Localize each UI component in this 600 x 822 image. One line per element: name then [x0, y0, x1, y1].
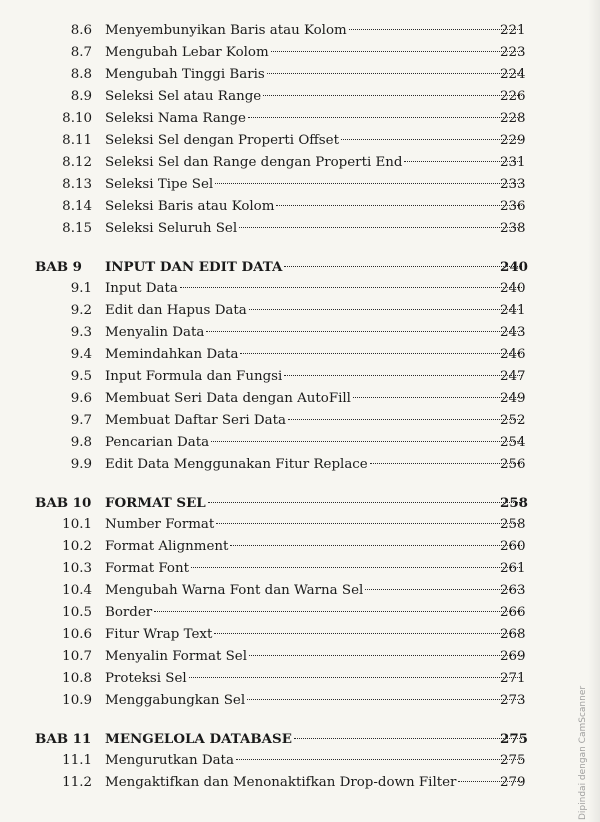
dot-leader: [248, 116, 522, 118]
toc-page-number: 229: [500, 133, 526, 148]
toc-title-with-leader: [105, 668, 524, 690]
toc-entry-row: [0, 196, 600, 218]
toc-number: 9.4: [70, 347, 92, 362]
toc-page-number: 263: [500, 583, 526, 598]
toc-title: Edit dan Hapus Data: [105, 303, 247, 318]
toc-number: 8.6: [70, 23, 92, 38]
toc-title: Mengubah Warna Font dan Warna Sel: [105, 583, 364, 598]
toc-title-with-leader: [105, 690, 524, 712]
toc-number: 8.14: [62, 199, 92, 214]
toc-chapter-row: [0, 728, 600, 750]
toc-title-with-leader: [105, 410, 524, 432]
toc-chapter-row: [0, 256, 600, 278]
toc-title-with-leader: [105, 728, 528, 750]
toc-title: Menyalin Data: [105, 325, 205, 340]
toc-number: 10.9: [62, 693, 92, 708]
toc-title-with-leader: [105, 624, 524, 646]
toc-number: 10.5: [62, 605, 92, 620]
toc-title: Format Font: [105, 561, 189, 576]
toc-title: Seleksi Sel dan Range dengan Properti End: [105, 155, 403, 170]
toc-page-number: 240: [500, 281, 526, 296]
dot-leader: [271, 50, 522, 52]
dot-leader: [284, 265, 522, 267]
toc-number: 11.1: [62, 753, 92, 768]
dot-leader: [341, 138, 522, 140]
toc-title-with-leader: [105, 432, 524, 454]
toc-title-with-leader: [105, 558, 524, 580]
dot-leader: [216, 522, 522, 524]
toc-entry-row: [0, 514, 600, 536]
dot-leader: [215, 182, 522, 184]
toc-entry-row: [0, 344, 600, 366]
toc-entry-row: [0, 64, 600, 86]
toc-number: 10.4: [62, 583, 92, 598]
dot-leader: [189, 676, 522, 678]
toc-title-with-leader: [105, 42, 524, 64]
toc-number: 10.2: [62, 539, 92, 554]
toc-title: Seleksi Tipe Sel: [105, 177, 214, 192]
toc-title-with-leader: [105, 64, 524, 86]
toc-number: 9.6: [70, 391, 92, 406]
toc-title-with-leader: [105, 388, 524, 410]
toc-title-with-leader: [105, 322, 524, 344]
toc-page-number: 275: [500, 731, 528, 747]
toc-entry-row: [0, 454, 600, 476]
toc-number: 8.15: [62, 221, 92, 236]
toc-title-with-leader: [105, 514, 524, 536]
toc-title: Membuat Daftar Seri Data: [105, 413, 286, 428]
dot-leader: [206, 330, 522, 332]
toc-title: Mengaktifkan dan Menonaktifkan Drop-down Filter: [105, 775, 457, 790]
toc-page-number: 258: [500, 517, 526, 532]
toc-title: Input Formula dan Fungsi: [105, 369, 283, 384]
toc-title-with-leader: [105, 492, 528, 514]
toc-title-with-leader: [105, 366, 524, 388]
dot-leader: [249, 654, 522, 656]
toc-entry-row: [0, 130, 600, 152]
toc-title-with-leader: [105, 152, 524, 174]
toc-number: 9.2: [70, 303, 92, 318]
dot-leader: [230, 544, 522, 546]
toc-entry-row: [0, 278, 600, 300]
toc-chapter-row: [0, 492, 600, 514]
toc-entry-row: [0, 86, 600, 108]
toc-entry-row: [0, 20, 600, 42]
toc-page-number: 249: [500, 391, 526, 406]
toc-page-number: 261: [500, 561, 526, 576]
dot-leader: [239, 226, 522, 228]
toc-page-number: 260: [500, 539, 526, 554]
page-edge-shadow: [588, 0, 600, 822]
toc-page-number: 258: [500, 495, 528, 511]
toc-entry-row: [0, 42, 600, 64]
toc-title: Menyembunyikan Baris atau Kolom: [105, 23, 347, 38]
dot-leader: [236, 758, 522, 760]
toc-number: 9.8: [70, 435, 92, 450]
toc-number: 8.11: [62, 133, 92, 148]
toc-entry-row: [0, 558, 600, 580]
toc-title: FORMAT SEL: [105, 495, 206, 511]
toc-title: Border: [105, 605, 153, 620]
toc-number: 9.7: [70, 413, 92, 428]
toc-entry-row: [0, 668, 600, 690]
toc-page-number: 247: [500, 369, 526, 384]
toc-entry-row: [0, 624, 600, 646]
toc-number: 8.10: [62, 111, 92, 126]
toc-entry-row: [0, 366, 600, 388]
toc-entry-row: [0, 300, 600, 322]
dot-leader: [191, 566, 522, 568]
toc-entry-row: [0, 152, 600, 174]
toc-number: 8.8: [70, 67, 92, 82]
toc-number: 10.3: [62, 561, 92, 576]
toc-page-number: 240: [500, 259, 528, 275]
toc-title: Menggabungkan Sel: [105, 693, 246, 708]
toc-number: BAB 10: [35, 495, 92, 511]
toc-title-with-leader: [105, 454, 524, 476]
toc-title-with-leader: [105, 300, 524, 322]
toc-title-with-leader: [105, 602, 524, 624]
toc-entry-row: [0, 646, 600, 668]
toc-title-with-leader: [105, 646, 524, 668]
toc-number: 8.9: [70, 89, 92, 104]
toc-title: Pencarian Data: [105, 435, 210, 450]
toc-title: Memindahkan Data: [105, 347, 239, 362]
toc-title: Proteksi Sel: [105, 671, 187, 686]
toc-title: INPUT DAN EDIT DATA: [105, 259, 283, 275]
dot-leader: [267, 72, 522, 74]
toc-entry-row: [0, 218, 600, 240]
toc-page-number: 231: [500, 155, 526, 170]
toc-entry-row: [0, 410, 600, 432]
toc-page-number: 256: [500, 457, 526, 472]
toc-page-number: 226: [500, 89, 526, 104]
toc-page-number: 224: [500, 67, 526, 82]
toc-title: MENGELOLA DATABASE: [105, 731, 292, 747]
toc-title: Number Format: [105, 517, 215, 532]
toc-page-number: 269: [500, 649, 526, 664]
toc-page-number: 268: [500, 627, 526, 642]
toc-title: Mengubah Tinggi Baris: [105, 67, 265, 82]
toc-entry-row: [0, 690, 600, 712]
toc-title-with-leader: [105, 20, 524, 42]
toc-number: 11.2: [62, 775, 92, 790]
toc-number: 10.7: [62, 649, 92, 664]
dot-leader: [294, 737, 522, 739]
toc-page-number: 275: [500, 753, 526, 768]
toc-title: Input Data: [105, 281, 178, 296]
dot-leader: [208, 501, 522, 503]
dot-leader: [240, 352, 522, 354]
toc-title: Seleksi Seluruh Sel: [105, 221, 238, 236]
toc-number: 8.12: [62, 155, 92, 170]
toc-title: Fitur Wrap Text: [105, 627, 213, 642]
toc-title-with-leader: [105, 174, 524, 196]
toc-entry-row: [0, 388, 600, 410]
toc-title-with-leader: [105, 130, 524, 152]
dot-leader: [276, 204, 522, 206]
toc-page-number: 266: [500, 605, 526, 620]
toc-entry-row: [0, 536, 600, 558]
toc-page-number: 223: [500, 45, 526, 60]
toc-number: 10.8: [62, 671, 92, 686]
toc-title: Seleksi Sel atau Range: [105, 89, 262, 104]
toc-number: 9.9: [70, 457, 92, 472]
toc-number: BAB 9: [35, 259, 83, 275]
dot-leader: [249, 308, 522, 310]
toc-title: Membuat Seri Data dengan AutoFill: [105, 391, 351, 406]
toc-page-number: 233: [500, 177, 526, 192]
toc-page-number: 243: [500, 325, 526, 340]
dot-leader: [247, 698, 522, 700]
toc-page-number: 279: [500, 775, 526, 790]
toc-title: Mengubah Lebar Kolom: [105, 45, 269, 60]
toc-entry-row: [0, 772, 600, 794]
toc-title-with-leader: [105, 108, 524, 130]
toc-title-with-leader: [105, 580, 524, 602]
toc-number: 8.13: [62, 177, 92, 192]
dot-leader: [154, 610, 522, 612]
toc-page-number: 271: [500, 671, 526, 686]
toc-title: Menyalin Format Sel: [105, 649, 247, 664]
toc-number: 9.5: [70, 369, 92, 384]
toc-title: Edit Data Menggunakan Fitur Replace: [105, 457, 368, 472]
toc-page-number: 236: [500, 199, 526, 214]
toc-number: BAB 11: [35, 731, 92, 747]
toc-page-number: 238: [500, 221, 526, 236]
toc-page-number: 254: [500, 435, 526, 450]
toc-title-with-leader: [105, 750, 524, 772]
toc-number: 10.6: [62, 627, 92, 642]
toc-page-number: 273: [500, 693, 526, 708]
toc-title: Mengurutkan Data: [105, 753, 234, 768]
toc-title-with-leader: [105, 536, 524, 558]
toc-entry-row: [0, 174, 600, 196]
toc-title-with-leader: [105, 256, 528, 278]
toc-number: 9.1: [70, 281, 92, 296]
toc-entry-row: [0, 432, 600, 454]
toc-title-with-leader: [105, 344, 524, 366]
toc-page-number: 221: [500, 23, 526, 38]
toc-title-with-leader: [105, 218, 524, 240]
toc-number: 10.1: [62, 517, 92, 532]
dot-leader: [365, 588, 522, 590]
toc-entry-row: [0, 322, 600, 344]
toc-entry-row: [0, 602, 600, 624]
dot-leader: [353, 396, 522, 398]
toc-page-number: 241: [500, 303, 526, 318]
toc-title-with-leader: [105, 196, 524, 218]
dot-leader: [288, 418, 522, 420]
dot-leader: [214, 632, 522, 634]
dot-leader: [284, 374, 522, 376]
dot-leader: [263, 94, 522, 96]
toc-title: Format Alignment: [105, 539, 229, 554]
dot-leader: [349, 28, 522, 30]
toc-title: Seleksi Nama Range: [105, 111, 246, 126]
toc-title-with-leader: [105, 278, 524, 300]
toc-number: 8.7: [70, 45, 92, 60]
toc-page-number: 252: [500, 413, 526, 428]
toc-entry-row: [0, 750, 600, 772]
dot-leader: [180, 286, 522, 288]
toc-page-number: 228: [500, 111, 526, 126]
toc-entry-row: [0, 580, 600, 602]
toc-entry-row: [0, 108, 600, 130]
scanner-watermark: Dipindai dengan CamScanner: [578, 685, 588, 820]
toc-title: Seleksi Sel dengan Properti Offset: [105, 133, 339, 148]
dot-leader: [211, 440, 522, 442]
toc-title: Seleksi Baris atau Kolom: [105, 199, 275, 214]
toc-page-number: 246: [500, 347, 526, 362]
toc-title-with-leader: [105, 772, 524, 794]
toc-number: 9.3: [70, 325, 92, 340]
toc-title-with-leader: [105, 86, 524, 108]
